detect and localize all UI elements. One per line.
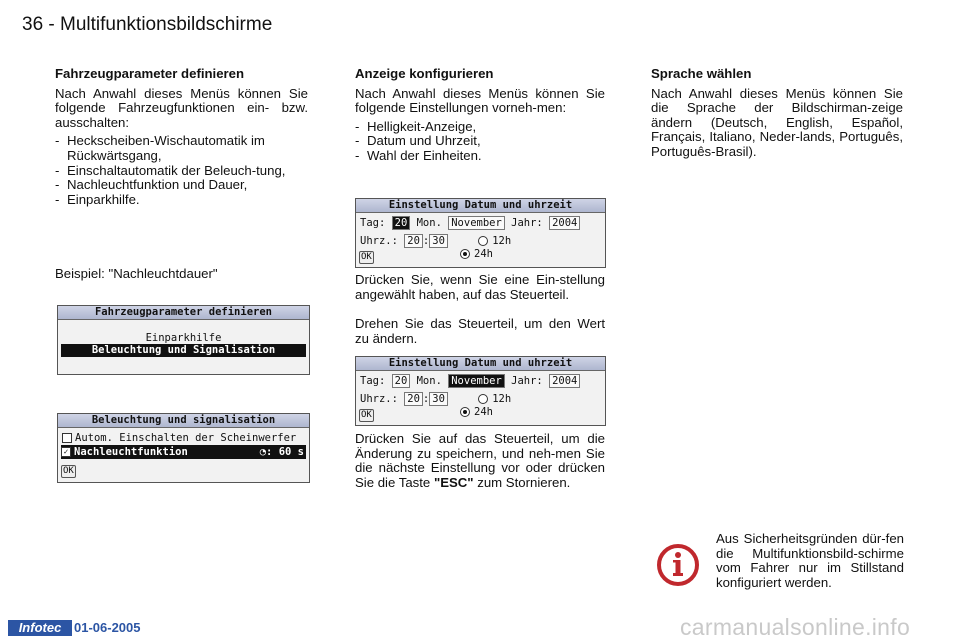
list-item: - Einparkhilfe. [55, 193, 308, 208]
time-label: Uhrz.: [360, 393, 398, 405]
page-header [22, 14, 272, 36]
paragraph: Drehen Sie das Steuerteil, um den Wert zu ändern. [355, 316, 605, 346]
option-label: 12h [492, 393, 512, 405]
time-row: Uhrz.: 20 : 30 12h [360, 393, 512, 405]
duration-value[interactable]: ◔: 60 s [259, 446, 304, 458]
option-label: Nachleuchtfunktion [74, 446, 188, 458]
page-number: 36 [22, 14, 44, 35]
time-row: Uhrz.: 20 : 30 12h [360, 235, 512, 247]
option-12h[interactable] [478, 393, 511, 405]
year-label: Jahr: [511, 217, 543, 229]
option-label: Autom. Einschalten der Scheinwerfer [75, 432, 297, 444]
paragraph: Drücken Sie, wenn Sie eine Ein-stellung angewählt haben, auf das Steuerteil. [355, 272, 605, 302]
paragraph-save [355, 432, 605, 490]
list-item: - Wahl der Einheiten. [355, 149, 605, 164]
time-label: Uhrz.: [360, 235, 398, 247]
infotec-logo: Infotec [8, 620, 72, 636]
page-title: - Multifunktionsbildschirme [48, 14, 273, 35]
section-heading: Fahrzeugparameter definieren [55, 66, 245, 81]
option-label: 12h [492, 235, 512, 247]
month-field[interactable]: November [448, 216, 505, 230]
footer-date: 01-06-2005 [74, 620, 141, 635]
duration-number: 60 [278, 446, 292, 458]
date-row [360, 374, 580, 388]
info-icon [656, 543, 700, 587]
radio-off-icon[interactable] [478, 236, 488, 246]
paragraph-text: zum Stornieren. [477, 474, 571, 490]
day-label: Tag: [360, 375, 386, 387]
list-item: - Helligkeit-Anzeige, [355, 120, 605, 135]
screen-date-day-selected [355, 198, 606, 268]
checkbox-unchecked-icon[interactable] [62, 433, 72, 443]
checkbox-checked-icon[interactable]: ✓ [61, 447, 71, 457]
month-field[interactable]: November [448, 374, 505, 388]
screen-title: Fahrzeugparameter definieren [58, 306, 309, 320]
radio-on-icon[interactable] [460, 249, 470, 259]
hour-field[interactable]: 20 [404, 234, 423, 248]
year-label: Jahr: [511, 375, 543, 387]
section-heading: Anzeige konfigurieren [355, 66, 494, 81]
list-item: - Einschaltautomatik der Beleuch-tung, [55, 164, 308, 179]
minute-field[interactable]: 30 [429, 392, 448, 406]
list-item: - Datum und Uhrzeit, [355, 134, 605, 149]
screen-title: Einstellung Datum und uhrzeit [356, 357, 605, 371]
option-label: 24h [474, 406, 493, 418]
option-label: 24h [474, 248, 493, 260]
esc-key-label: "ESC" [433, 474, 474, 490]
settings-list [355, 120, 605, 164]
list-item: - Nachleuchtfunktion und Dauer, [55, 178, 308, 193]
day-field[interactable]: 20 [392, 216, 411, 230]
section-fahrzeugparameter [55, 67, 308, 207]
section-heading: Sprache wählen [651, 66, 752, 81]
ok-button[interactable]: OK [63, 466, 74, 476]
option-12h[interactable] [478, 235, 511, 247]
screen-lighting [57, 413, 310, 483]
date-row [360, 216, 580, 230]
section-sprache [651, 67, 903, 164]
paragraph: Nach Anwahl dieses Menüs können Sie folgende Fahrzeugfunktionen ein- bzw. ausschalten: [55, 85, 308, 130]
watermark: carmanualsonline.info [680, 614, 911, 640]
option-24h[interactable] [460, 405, 493, 419]
screen-vehicle-params [57, 305, 310, 375]
option-follow-me-home[interactable] [61, 445, 306, 459]
minute-field[interactable]: 30 [429, 234, 448, 248]
section-anzeige [355, 67, 605, 164]
option-24h[interactable] [460, 247, 493, 261]
menu-item-einparkhilfe[interactable]: Einparkhilfe [145, 332, 222, 344]
screen-title: Beleuchtung und signalisation [58, 414, 309, 428]
paragraph: Nach Anwahl dieses Menüs können Sie die Sprache der Bildschirman-zeige ändern (Deutsch, English, Español, Français, Italiano, Neder-lands, Português, Português-Brasil). [651, 85, 903, 159]
option-auto-headlights[interactable] [62, 431, 296, 445]
day-field[interactable]: 20 [392, 374, 411, 388]
day-label: Tag: [360, 217, 386, 229]
year-field[interactable]: 2004 [549, 216, 580, 230]
hour-field[interactable]: 20 [404, 392, 423, 406]
radio-off-icon[interactable] [478, 394, 488, 404]
function-list [55, 134, 308, 207]
radio-on-icon[interactable] [460, 407, 470, 417]
ok-button[interactable]: OK [361, 410, 372, 420]
paragraph: Nach Anwahl dieses Menüs können Sie folgende Einstellungen vorneh-men: [355, 85, 605, 116]
ok-button[interactable]: OK [361, 252, 372, 262]
year-field[interactable]: 2004 [549, 374, 580, 388]
list-item: - Heckscheiben-Wischautomatik im Rückwärtsgang, [55, 134, 308, 163]
duration-unit: s [297, 446, 304, 458]
screen-title: Einstellung Datum und uhrzeit [356, 199, 605, 213]
safety-note: Aus Sicherheitsgründen dür-fen die Multifunktionsbild-schirme vom Fahrer nur im Stillstand konfiguriert werden. [716, 531, 904, 590]
month-label: Mon. [416, 375, 442, 387]
example-caption: Beispiel: "Nachleuchtdauer" [55, 266, 218, 281]
month-label: Mon. [416, 217, 442, 229]
screen-date-month-selected [355, 356, 606, 426]
paragraph-text: Drücken Sie auf das Steuerteil, um die Änderung zu speichern, und neh-men Sie die nächste Einstellung vor oder drücken Sie die Taste [355, 431, 605, 490]
menu-item-beleuchtung[interactable]: Beleuchtung und Signalisation [61, 344, 306, 357]
